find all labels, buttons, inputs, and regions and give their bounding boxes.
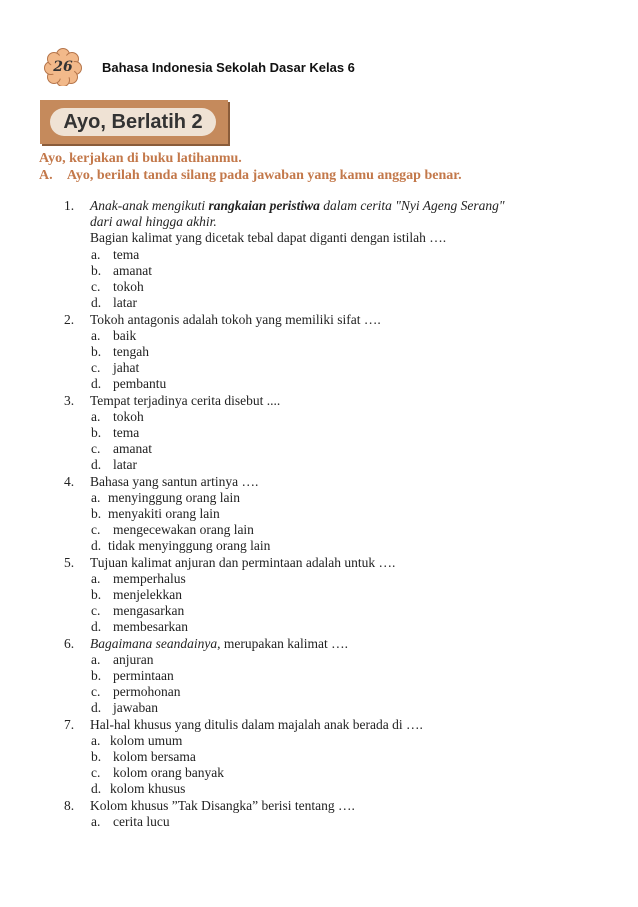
option-letter: c. — [91, 279, 101, 294]
option-letter: b. — [91, 668, 102, 683]
option-text: amanat — [113, 441, 152, 456]
option-letter: d. — [91, 700, 102, 715]
question-text: Tujuan kalimat anjuran dan permintaan adalah untuk …. — [90, 555, 396, 570]
option-letter: a. — [91, 814, 101, 829]
question-text: Hal-hal khusus yang ditulis dalam majalah anak berada di …. — [90, 717, 423, 732]
question-number: 6. — [64, 636, 75, 651]
option-letter: a. — [91, 733, 101, 748]
option-text: kolom bersama — [113, 749, 196, 764]
question-text-bold: rangkaian peristiwa — [208, 198, 320, 213]
question-text-part: Anak-anak mengikuti — [90, 198, 209, 213]
option-text: tengah — [113, 344, 149, 359]
option-text: latar — [113, 457, 137, 472]
option-text: pembantu — [113, 376, 167, 391]
option-text: amanat — [113, 263, 152, 278]
option-text: tema — [113, 425, 140, 440]
question-number: 2. — [64, 312, 75, 327]
option-letter: d. — [91, 781, 102, 796]
option-letter: c. — [91, 603, 101, 618]
option-text: mengecewakan orang lain — [113, 522, 254, 537]
option-letter: a. — [91, 571, 101, 586]
question-number: 1. — [64, 198, 75, 213]
page-number: 26 — [53, 59, 73, 75]
instruction-line-2 — [39, 168, 462, 184]
option-text: baik — [113, 328, 137, 343]
option-text: menjelekkan — [113, 587, 182, 602]
page-number-badge — [44, 48, 82, 86]
option-letter: a. — [91, 247, 101, 262]
option-letter: b. — [91, 344, 102, 359]
question-text-italic: Bagaimana seandainya — [90, 636, 218, 651]
option-letter: a. — [91, 328, 101, 343]
option-letter: b. — [91, 749, 102, 764]
instruction-line-1: Ayo, kerjakan di buku latihanmu. — [39, 151, 242, 166]
question-number: 4. — [64, 474, 75, 489]
page-header — [44, 48, 355, 86]
option-text: memperhalus — [113, 571, 186, 586]
question-text-line-2: dari awal hingga akhir. — [90, 214, 217, 229]
option-letter: d. — [91, 619, 102, 634]
option-letter: b. — [91, 263, 102, 278]
instruction-text: Ayo, berilah tanda silang pada jawaban yang kamu anggap benar. — [66, 168, 462, 183]
option-text: membesarkan — [113, 619, 188, 634]
option-text: mengasarkan — [113, 603, 185, 618]
question-text-line-3: Bagian kalimat yang dicetak tebal dapat diganti dengan istilah …. — [90, 230, 447, 245]
option-letter: b. — [91, 425, 102, 440]
question-text: Bahasa yang santun artinya …. — [90, 474, 259, 489]
option-letter: c. — [91, 684, 101, 699]
question-text: Tempat terjadinya cerita disebut .... — [90, 393, 281, 408]
option-text: tidak menyinggung orang lain — [108, 538, 271, 553]
option-text: kolom khusus — [110, 781, 186, 796]
question-number: 5. — [64, 555, 75, 570]
option-letter: c. — [91, 765, 101, 780]
option-letter: c. — [91, 441, 101, 456]
option-text: cerita lucu — [113, 814, 170, 829]
question-text — [90, 636, 348, 652]
question-text — [90, 198, 505, 214]
option-letter: c. — [91, 522, 101, 537]
question-text-part: , merupakan kalimat …. — [217, 636, 348, 651]
option-text: jawaban — [113, 700, 158, 715]
option-text: tema — [113, 247, 140, 262]
option-text: kolom umum — [110, 733, 183, 748]
option-letter: c. — [91, 360, 101, 375]
option-letter: a. — [91, 490, 101, 505]
option-text: permintaan — [113, 668, 174, 683]
option-letter: b. — [91, 587, 102, 602]
option-text: anjuran — [113, 652, 154, 667]
option-text: tokoh — [113, 409, 144, 424]
question-text-part: dalam cerita "Nyi Ageng Serang" — [319, 198, 505, 213]
option-letter: b. — [91, 506, 102, 521]
question-text: Tokoh antagonis adalah tokoh yang memiliki sifat …. — [90, 312, 381, 327]
question-number: 8. — [64, 798, 75, 813]
option-text: kolom orang banyak — [113, 765, 224, 780]
option-letter: d. — [91, 457, 102, 472]
option-text: jahat — [113, 360, 140, 375]
section-title: Ayo, Berlatih 2 — [50, 108, 216, 136]
option-letter: d. — [91, 376, 102, 391]
instruction-label: A. — [39, 168, 53, 183]
question-number: 7. — [64, 717, 75, 732]
book-title: Bahasa Indonesia Sekolah Dasar Kelas 6 — [102, 59, 355, 75]
option-letter: d. — [91, 538, 102, 553]
option-text: menyinggung orang lain — [108, 490, 240, 505]
option-text: tokoh — [113, 279, 144, 294]
option-letter: a. — [91, 409, 101, 424]
option-text: latar — [113, 295, 137, 310]
option-letter: a. — [91, 652, 101, 667]
question-text: Kolom khusus ”Tak Disangka” berisi tentang …. — [90, 798, 355, 813]
option-text: permohonan — [113, 684, 181, 699]
question-number: 3. — [64, 393, 75, 408]
section-title-box — [40, 100, 228, 144]
option-text: menyakiti orang lain — [108, 506, 220, 521]
option-letter: d. — [91, 295, 102, 310]
